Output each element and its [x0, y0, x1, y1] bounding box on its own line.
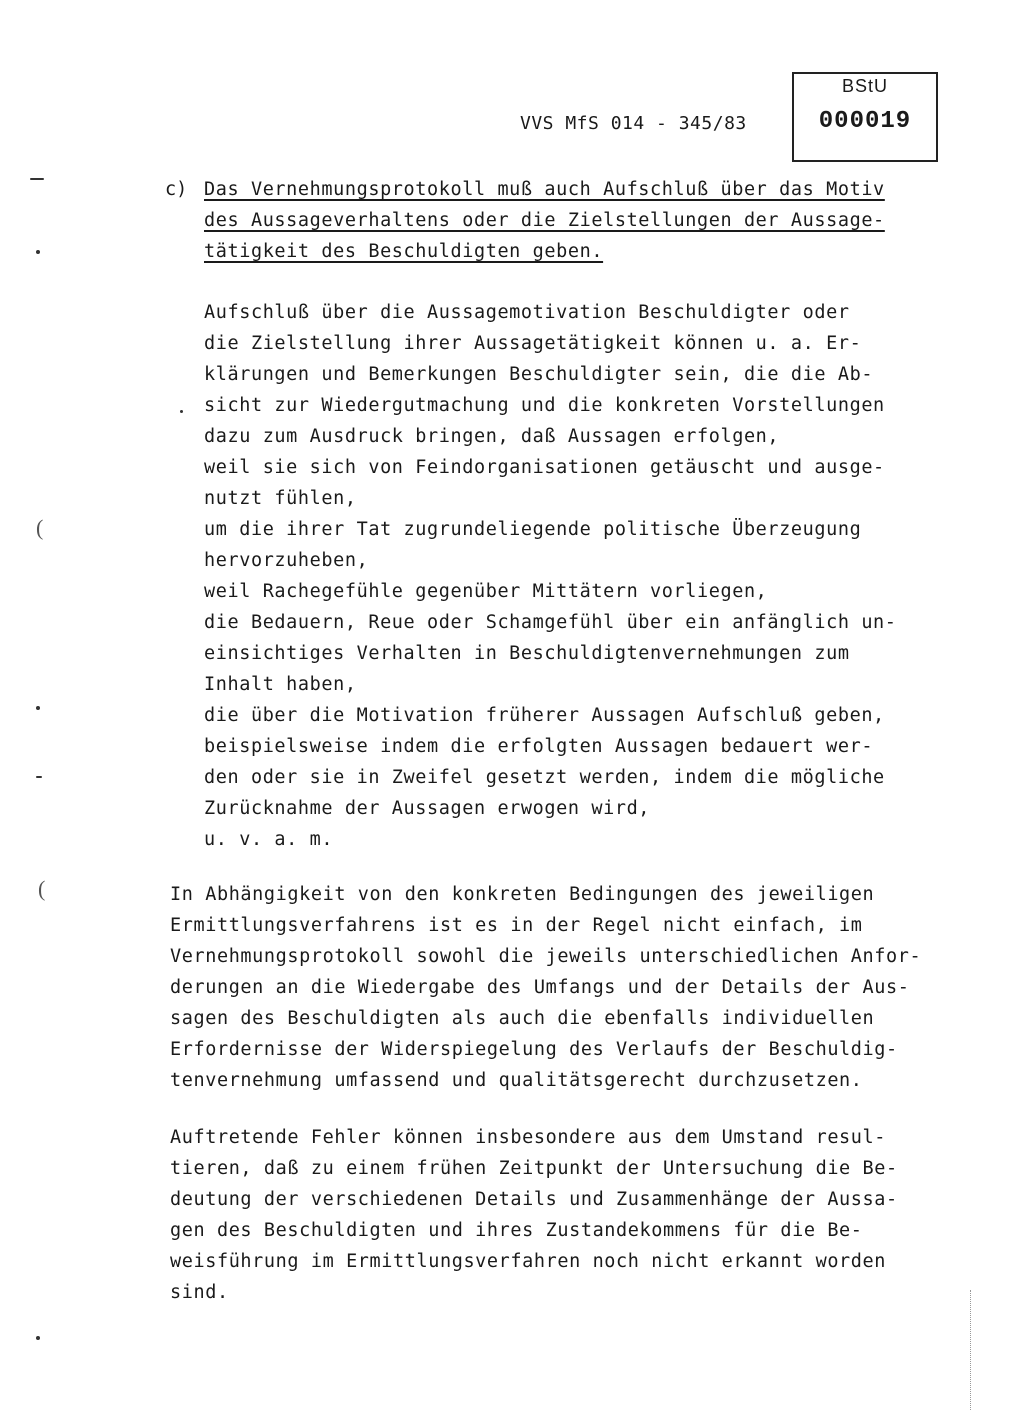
document-reference: VVS MfS 014 - 345/83	[520, 113, 747, 134]
section-c-body	[204, 297, 897, 855]
heading-line: Das Vernehmungsprotokoll muß auch Aufschluß über das Motiv	[204, 179, 885, 200]
body-line: Aufschluß über die Aussagemotivation Beschuldigter oder	[204, 302, 850, 323]
paragraph-line: Vernehmungsprotokoll sowohl die jeweils unterschiedlichen Anfor-	[170, 946, 922, 967]
scan-mark	[30, 178, 44, 180]
body-line: die Bedauern, Reue oder Schamgefühl über ein anfänglich un-	[204, 612, 897, 633]
body-line: Inhalt haben,	[204, 674, 357, 695]
paragraph-1	[170, 879, 921, 1096]
scan-mark: (	[36, 515, 44, 540]
body-line: hervorzuheben,	[204, 550, 369, 571]
heading-line: des Aussageverhaltens oder die Zielstellungen der Aussage-	[204, 210, 885, 231]
paragraph-line: weisführung im Ermittlungsverfahren noch nicht erkannt worden	[170, 1251, 887, 1272]
body-line: nutzt fühlen,	[204, 488, 357, 509]
body-line: den oder sie in Zweifel gesetzt werden, indem die mögliche	[204, 767, 885, 788]
scan-mark	[36, 1336, 40, 1340]
body-line: beispielsweise indem die erfolgten Aussagen bedauert wer-	[204, 736, 874, 757]
body-line: weil Rachegefühle gegenüber Mittätern vorliegen,	[204, 581, 768, 602]
stamp-number: 000019	[818, 108, 912, 135]
paragraph-line: Ermittlungsverfahrens ist es in der Regel nicht einfach, im	[170, 915, 863, 936]
body-line: die über die Motivation früherer Aussagen Aufschluß geben,	[204, 705, 885, 726]
scan-mark	[36, 706, 40, 710]
section-c-label: c)	[165, 179, 188, 200]
body-line: u. v. a. m.	[204, 829, 334, 850]
paragraph-line: Auftretende Fehler können insbesondere aus dem Umstand resul-	[170, 1127, 887, 1148]
paragraph-line: sagen des Beschuldigten als auch die ebenfalls individuellen	[170, 1008, 875, 1029]
paragraph-line: derungen an die Wiedergabe des Umfangs und der Details der Aus-	[170, 977, 910, 998]
paragraph-line: In Abhängigkeit von den konkreten Bedingungen des jeweiligen	[170, 884, 875, 905]
body-line: weil sie sich von Feindorganisationen getäuscht und ausge-	[204, 457, 885, 478]
body-line: um die ihrer Tat zugrundeliegende politische Überzeugung	[204, 519, 862, 540]
paragraph-line: tieren, daß zu einem frühen Zeitpunkt der Untersuchung die Be-	[170, 1158, 898, 1179]
body-line: die Zielstellung ihrer Aussagetätigkeit können u. a. Er-	[204, 333, 862, 354]
body-line: klärungen und Bemerkungen Beschuldigter sein, die die Ab-	[204, 364, 874, 385]
paragraph-line: sind.	[170, 1282, 229, 1303]
scan-mark	[36, 250, 40, 254]
scan-mark	[36, 776, 42, 778]
section-c-heading	[204, 174, 885, 267]
body-line: dazu zum Ausdruck bringen, daß Aussagen erfolgen,	[204, 426, 780, 447]
paragraph-2	[170, 1122, 898, 1308]
stamp-label: BStU	[841, 76, 888, 96]
paragraph-line: deutung der verschiedenen Details und Zusammenhänge der Aussa-	[170, 1189, 898, 1210]
scan-mark	[180, 410, 183, 413]
scan-edge	[970, 1290, 972, 1410]
body-line: sicht zur Wiedergutmachung und die konkreten Vorstellungen	[204, 395, 885, 416]
scan-mark: (	[38, 876, 46, 901]
paragraph-line: tenvernehmung umfassend und qualitätsgerecht durchzusetzen.	[170, 1070, 863, 1091]
paragraph-line: Erfordernisse der Widerspiegelung des Verlaufs der Beschuldig-	[170, 1039, 898, 1060]
bstu-stamp	[792, 72, 938, 162]
paragraph-line: gen des Beschuldigten und ihres Zustandekommens für die Be-	[170, 1220, 863, 1241]
body-line: Zurücknahme der Aussagen erwogen wird,	[204, 798, 651, 819]
heading-line: tätigkeit des Beschuldigten geben.	[204, 241, 604, 262]
body-line: einsichtiges Verhalten in Beschuldigtenvernehmungen zum	[204, 643, 850, 664]
